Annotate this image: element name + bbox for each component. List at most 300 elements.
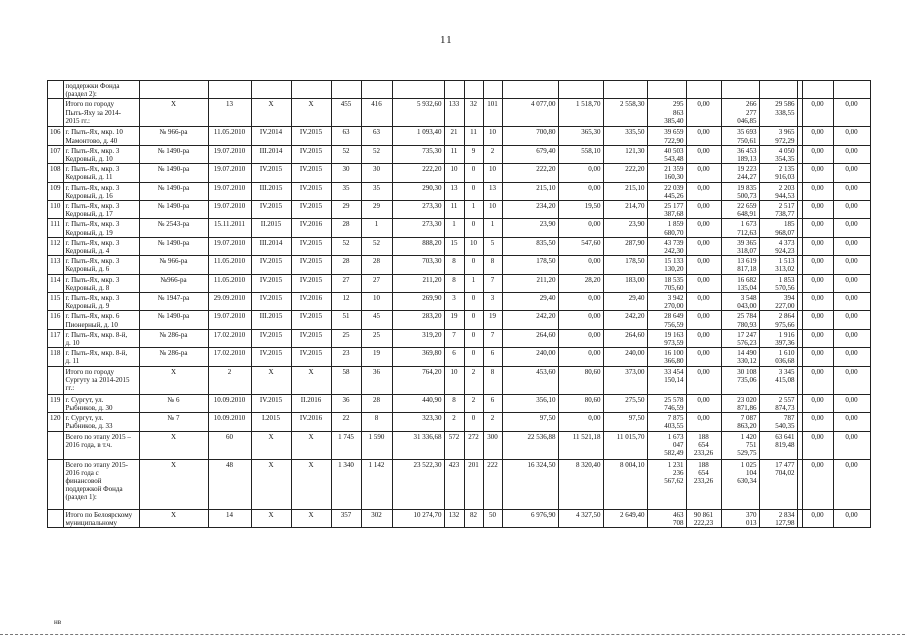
cell-line: 10 274,70 — [413, 510, 442, 519]
cell-line: 0,00 — [697, 312, 710, 321]
table-cell — [444, 182, 464, 200]
cell-line: 2 — [490, 146, 495, 155]
cell-line: 036,68 — [775, 357, 795, 366]
cell-line: IV.2015 — [259, 202, 283, 211]
cell-line: IV.2015 — [299, 312, 323, 321]
cell-line: 2016 года с — [65, 468, 99, 477]
cell-line: 863,20 — [737, 422, 757, 431]
cell-line: 290,30 — [422, 183, 442, 192]
cell-line: 0 — [471, 257, 476, 266]
table-cell — [721, 182, 759, 200]
cell-line: 0,00 — [697, 275, 710, 284]
table-cell — [63, 293, 139, 311]
table-cell — [48, 459, 64, 509]
table-cell — [502, 219, 558, 237]
cell-line: 1 — [490, 220, 495, 229]
table-cell — [291, 237, 331, 255]
cell-line: 15.11.2011 — [214, 220, 245, 229]
cell-line: 270,00 — [664, 302, 684, 311]
cell-line: 500,73 — [737, 191, 757, 200]
cell-line: 130,20 — [664, 265, 684, 274]
cell-line: 1 025 — [740, 460, 757, 469]
table-cell — [603, 509, 647, 527]
cell-line: 29 586 — [775, 100, 795, 109]
cell-line: 738,77 — [775, 210, 795, 219]
cell-line: 52 — [342, 238, 350, 247]
cell-line: 0 — [471, 330, 476, 339]
table-cell — [686, 366, 721, 394]
cell-line: Кедровый, д. 8 — [65, 283, 110, 292]
cell-line: 0,00 — [845, 349, 858, 358]
table-cell — [558, 293, 603, 311]
cell-line: г. Пыть-Ях, мкр. 3 — [65, 294, 120, 303]
table-cell — [444, 431, 464, 459]
table-cell — [48, 219, 64, 237]
cell-line: 19 — [450, 312, 458, 321]
cell-line: 4 373 — [778, 238, 795, 247]
table-cell — [833, 394, 870, 412]
table-cell — [444, 329, 464, 347]
table-cell — [686, 127, 721, 145]
table-cell — [63, 348, 139, 366]
cell-line: № 286-ра — [159, 330, 188, 339]
cell-line: 700,80 — [536, 128, 556, 137]
table-cell — [721, 219, 759, 237]
cell-line: 19.07.2010 — [213, 183, 246, 192]
cell-line: 10 — [470, 238, 477, 247]
table-cell — [392, 219, 444, 237]
cell-line: 132 — [448, 510, 460, 519]
cell-line: 704,02 — [775, 468, 795, 477]
cell-line: 14 490 — [737, 349, 757, 358]
footer-mark: нв — [54, 618, 62, 626]
cell-line: поддержкой Фонда — [65, 485, 123, 494]
cell-line: 13 — [489, 183, 496, 192]
table-cell — [63, 329, 139, 347]
table-cell — [759, 366, 797, 394]
cell-line: 51 — [342, 312, 350, 321]
table-cell — [833, 219, 870, 237]
table-cell — [721, 394, 759, 412]
cell-line: 60 — [226, 432, 233, 441]
table-cell — [331, 256, 361, 274]
cell-line: 0,00 — [845, 100, 858, 109]
table-cell — [833, 81, 870, 99]
table-cell — [139, 293, 208, 311]
table-cell — [48, 509, 64, 527]
cell-line: 0,00 — [697, 202, 710, 211]
table-cell — [361, 201, 392, 219]
table-cell — [444, 394, 464, 412]
cell-line: 0,00 — [697, 294, 710, 303]
table-cell — [802, 329, 833, 347]
table-cell — [63, 366, 139, 394]
table-cell — [361, 431, 392, 459]
cell-line: IV.2015 — [299, 183, 323, 192]
cell-line: 0,00 — [811, 128, 824, 137]
table-cell — [558, 366, 603, 394]
cell-line: г. Пыть-Ях, мкр. 3 — [65, 275, 120, 284]
table-cell — [603, 201, 647, 219]
table-row — [48, 164, 871, 182]
cell-line: 2015 гг.: — [65, 116, 90, 125]
cell-line: 30 — [373, 165, 380, 174]
table-cell — [392, 431, 444, 459]
table-cell — [483, 127, 502, 145]
table-cell — [444, 237, 464, 255]
table-row — [48, 348, 871, 366]
cell-line: 115 — [50, 294, 61, 303]
table-cell — [208, 164, 251, 182]
cell-line: 214,70 — [625, 202, 645, 211]
table-cell — [502, 459, 558, 509]
table-cell — [291, 274, 331, 292]
cell-line: 36 — [373, 367, 380, 376]
cell-line: 7 — [452, 330, 456, 339]
cell-line: X — [170, 432, 177, 441]
table-cell — [502, 182, 558, 200]
cell-line: 0,00 — [697, 395, 710, 404]
table-cell — [392, 348, 444, 366]
cell-line: 58 — [342, 367, 350, 376]
cell-line: 25 — [373, 330, 380, 339]
table-cell — [721, 348, 759, 366]
cell-line: 16 100 — [664, 349, 684, 358]
table-cell — [647, 256, 686, 274]
cell-line: Итого по городу — [65, 367, 115, 376]
cell-line: 52 — [373, 146, 380, 155]
table-cell — [721, 293, 759, 311]
cell-line: 0,00 — [697, 330, 710, 339]
table-cell — [721, 164, 759, 182]
table-cell — [251, 256, 291, 274]
table-cell — [48, 431, 64, 459]
cell-line: 0,00 — [811, 510, 824, 519]
table-cell — [502, 274, 558, 292]
table-cell — [603, 237, 647, 255]
table-cell — [444, 99, 464, 127]
table-cell — [759, 127, 797, 145]
cell-line: IV.2015 — [299, 330, 323, 339]
cell-line: № 1947-ра — [157, 294, 190, 303]
cell-line: 397,36 — [775, 339, 795, 348]
table-cell — [483, 237, 502, 255]
table-cell — [558, 237, 603, 255]
table-cell — [208, 329, 251, 347]
table-cell — [331, 293, 361, 311]
table-cell — [291, 201, 331, 219]
cell-line: (раздел 1): — [65, 493, 97, 502]
cell-line: 233,26 — [693, 448, 714, 457]
table-cell — [686, 201, 721, 219]
cell-line: 1 513 — [778, 257, 795, 266]
table-cell — [361, 348, 392, 366]
table-row — [48, 145, 871, 163]
table-cell — [833, 182, 870, 200]
cell-line: 2 — [227, 367, 232, 376]
table-cell — [444, 164, 464, 182]
cell-line: X — [308, 460, 314, 469]
cell-line: 944,53 — [775, 191, 795, 200]
table-cell — [444, 127, 464, 145]
cell-line: 21 — [450, 128, 458, 137]
table-cell — [686, 459, 721, 509]
table-cell — [251, 219, 291, 237]
cell-line: III.2015 — [259, 312, 283, 321]
cell-line: 1 745 — [338, 432, 354, 441]
cell-line: 18 535 — [664, 275, 684, 284]
cell-line: 0,00 — [588, 183, 601, 192]
cell-line: X — [268, 510, 274, 519]
cell-line: 751 — [746, 440, 757, 449]
table-cell — [392, 509, 444, 527]
cell-line: 871,86 — [737, 403, 757, 412]
cell-line: 16 324,50 — [527, 460, 556, 469]
table-cell — [208, 394, 251, 412]
table-cell — [686, 99, 721, 127]
table-cell — [603, 329, 647, 347]
cell-line: 13 — [226, 100, 233, 109]
table-cell — [603, 182, 647, 200]
table-cell — [483, 413, 502, 431]
table-cell — [331, 237, 361, 255]
table-cell — [444, 219, 464, 237]
table-cell — [483, 274, 502, 292]
table-cell — [502, 311, 558, 329]
cell-line: 19 223 — [737, 165, 757, 174]
table-cell — [558, 182, 603, 200]
cell-line: IV.2016 — [299, 220, 323, 229]
table-cell — [759, 99, 797, 127]
cell-line: 0,00 — [845, 460, 858, 469]
cell-line: 19.07.2010 — [213, 202, 246, 211]
table-cell — [603, 413, 647, 431]
cell-line: 215,10 — [625, 183, 645, 192]
cell-line: 0,00 — [697, 100, 710, 109]
cell-line: Кедровый, д. 6 — [65, 265, 110, 274]
cell-line: 222,20 — [625, 165, 645, 174]
table-cell — [392, 329, 444, 347]
table-cell — [647, 311, 686, 329]
table-cell — [444, 509, 464, 527]
cell-line: 354,35 — [775, 155, 795, 164]
cell-line: 28 — [373, 395, 380, 404]
table-cell — [361, 366, 392, 394]
cell-line: 0,00 — [811, 330, 824, 339]
table-cell — [48, 366, 64, 394]
table-cell — [759, 182, 797, 200]
cell-line: 975,66 — [775, 320, 795, 329]
cell-line: 385,40 — [664, 116, 684, 125]
table-cell — [392, 394, 444, 412]
cell-line: 313,02 — [775, 265, 795, 274]
table-cell — [833, 256, 870, 274]
table-cell — [558, 219, 603, 237]
cell-line: 31 336,68 — [413, 432, 442, 441]
table-cell — [759, 348, 797, 366]
cell-line: 7 087 — [740, 414, 757, 423]
cell-line: III.2015 — [259, 183, 283, 192]
table-cell — [558, 348, 603, 366]
cell-line: 0 — [471, 312, 476, 321]
cell-line: 101 — [487, 100, 498, 109]
cell-line: 11 — [450, 146, 458, 155]
table-cell — [686, 256, 721, 274]
table-cell — [392, 366, 444, 394]
table-cell — [833, 311, 870, 329]
cell-line: 0,00 — [697, 414, 710, 423]
cell-line: 111 — [50, 220, 61, 229]
cell-line: № 966-ра — [159, 128, 188, 137]
table-cell — [331, 509, 361, 527]
table-cell — [139, 256, 208, 274]
data-table — [47, 80, 871, 528]
cell-line: № 1490-ра — [157, 165, 190, 174]
table-cell — [48, 182, 64, 200]
table-cell — [139, 237, 208, 255]
cell-line: I.2015 — [261, 414, 281, 423]
table-cell — [647, 201, 686, 219]
cell-line: 4 327,50 — [576, 510, 601, 519]
cell-line: 0,00 — [845, 202, 858, 211]
cell-line: 63 — [342, 128, 350, 137]
cell-line: 0,00 — [588, 330, 601, 339]
cell-line: 272 — [468, 432, 479, 441]
table-cell — [686, 145, 721, 163]
cell-line: 453,60 — [536, 367, 556, 376]
cell-line: 0,00 — [845, 330, 858, 339]
cell-line: 39 365 — [737, 238, 757, 247]
cell-line: 817,18 — [737, 265, 757, 274]
cell-line: 654 — [698, 440, 709, 449]
table-cell — [603, 164, 647, 182]
cell-line: X — [170, 460, 177, 469]
table-row — [48, 274, 871, 292]
cell-line: 11 015,70 — [616, 432, 645, 441]
cell-line: г. Пыть-Ях, мкр. 8-й, — [65, 330, 128, 339]
cell-line: 120 — [50, 414, 61, 423]
table-cell — [361, 219, 392, 237]
table-cell — [759, 311, 797, 329]
cell-line: 0,00 — [697, 367, 710, 376]
cell-line: 370 — [746, 510, 757, 519]
cell-line: Рыбников, д. 33 — [65, 422, 113, 431]
table-cell — [502, 431, 558, 459]
cell-line: 19.07.2010 — [213, 165, 246, 174]
table-cell — [361, 509, 392, 527]
cell-line: 968,07 — [775, 228, 795, 237]
cell-line: 8 — [490, 367, 495, 376]
cell-line: 35 — [342, 183, 350, 192]
table-cell — [833, 201, 870, 219]
table-cell — [291, 81, 331, 99]
table-cell — [361, 164, 392, 182]
cell-line: Рыбников, д. 30 — [65, 403, 113, 412]
cell-line: 97,50 — [628, 414, 645, 423]
cell-line: 13 — [450, 183, 458, 192]
table-cell — [48, 413, 64, 431]
table-cell — [251, 127, 291, 145]
table-cell — [361, 413, 392, 431]
cell-line: 047 — [673, 440, 684, 449]
cell-line: №966-ра — [160, 275, 187, 284]
cell-line: 22 536,88 — [527, 432, 556, 441]
table-row — [48, 99, 871, 127]
cell-line: 48 — [226, 460, 233, 469]
table-cell — [444, 459, 464, 509]
table-cell — [802, 237, 833, 255]
table-cell — [251, 237, 291, 255]
cell-line: 28 — [342, 257, 350, 266]
cell-line: 113 — [50, 257, 61, 266]
table-cell — [291, 127, 331, 145]
table-cell — [208, 459, 251, 509]
cell-line: д. 11 — [65, 357, 80, 366]
table-row — [48, 219, 871, 237]
table-cell — [483, 311, 502, 329]
cell-line: 90 861 — [693, 510, 714, 519]
table-cell — [208, 145, 251, 163]
cell-line: IV.2016 — [299, 294, 323, 303]
cell-line: 0,00 — [588, 312, 601, 321]
cell-line: IV.2015 — [259, 349, 283, 358]
cell-line: 1 — [471, 202, 476, 211]
table-cell — [63, 311, 139, 329]
cell-line: 529,75 — [737, 448, 757, 457]
table-cell — [802, 413, 833, 431]
cell-line: 0,00 — [845, 275, 858, 284]
cell-line: 295 — [673, 100, 684, 109]
cell-line: 416 — [371, 100, 382, 109]
cell-line: IV.2015 — [299, 128, 323, 137]
cell-line: 80,60 — [584, 367, 601, 376]
cell-line: 1 590 — [368, 432, 385, 441]
table-cell — [63, 145, 139, 163]
table-cell — [361, 99, 392, 127]
table-cell — [208, 311, 251, 329]
table-cell — [802, 394, 833, 412]
cell-line: г. Пыть-Ях, мкр. 6 — [65, 312, 120, 321]
cell-line: 11 — [450, 202, 458, 211]
cell-line: 2016 года, в т.ч. — [65, 440, 113, 449]
table-cell — [721, 145, 759, 163]
cell-line: 440,90 — [422, 395, 442, 404]
cell-line: 36 453 — [737, 146, 757, 155]
cell-line: Всего по этапу 2015- — [65, 460, 128, 469]
table-cell — [251, 413, 291, 431]
cell-line: 287,90 — [625, 238, 645, 247]
cell-line: гг.: — [65, 384, 75, 393]
cell-line: 17 247 — [737, 330, 757, 339]
table-cell — [63, 99, 139, 127]
table-cell — [603, 366, 647, 394]
cell-line: № 1490-ра — [157, 146, 190, 155]
table-cell — [464, 459, 483, 509]
cell-line: 11.05.2010 — [213, 128, 246, 137]
table-cell — [291, 329, 331, 347]
cell-line: 330,12 — [737, 357, 757, 366]
cell-line: 19 835 — [737, 183, 757, 192]
cell-line: X — [170, 510, 177, 519]
cell-line: 22 — [342, 414, 350, 423]
table-cell — [392, 311, 444, 329]
cell-line: Кедровый, д. 10 — [65, 155, 113, 164]
table-cell — [833, 145, 870, 163]
table-cell — [361, 127, 392, 145]
table-cell — [392, 237, 444, 255]
table-cell — [502, 293, 558, 311]
cell-line: 5 — [490, 238, 495, 247]
